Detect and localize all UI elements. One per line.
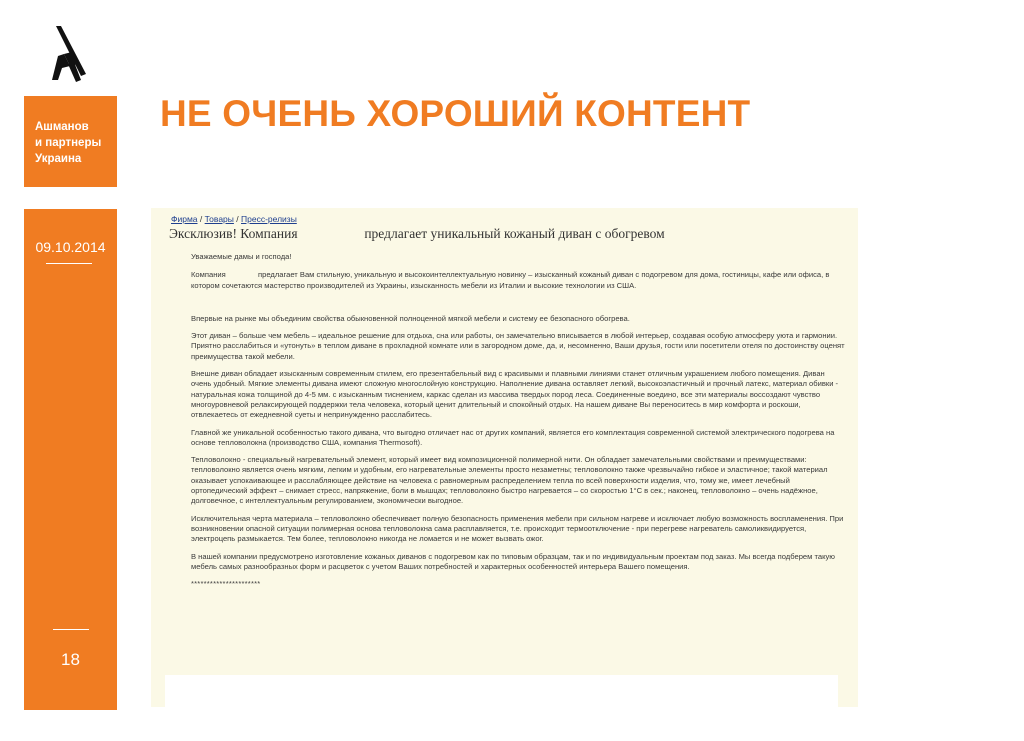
article-stars-divider: ********************** [191, 579, 261, 589]
date-divider [46, 263, 92, 264]
slide-date: 09.10.2014 [35, 239, 106, 255]
redacted-company-name [301, 228, 361, 241]
page-number: 18 [61, 650, 80, 669]
brand-line-2: и партнеры [35, 137, 102, 149]
brand-line-1: Ашманов [35, 121, 89, 133]
brand-box [24, 96, 117, 187]
breadcrumb-separator: / [199, 214, 203, 224]
article-paragraph-2: Впервые на рынке мы объединим свойства обыкновенной полноценной мягкой мебели и систему ее безопасного обогрева. [191, 313, 630, 323]
headline-start: Эксклюзив! Компания [169, 226, 298, 241]
breadcrumb-link-products[interactable]: Товары [204, 214, 234, 224]
arrow-a-logo-icon [48, 24, 92, 84]
article-greeting: Уважаемые дамы и господа! [191, 252, 292, 261]
website-screenshot [151, 208, 858, 707]
side-bar [24, 209, 117, 710]
slide-title: НЕ ОЧЕНЬ ХОРОШИЙ КОНТЕНТ [160, 93, 751, 134]
breadcrumb-link-firm[interactable]: Фирма [171, 214, 198, 224]
article-paragraph-1 [191, 270, 846, 291]
headline-end: предлагает уникальный кожаный диван с обогревом [364, 226, 665, 241]
article-paragraph-4: Внешне диван обладает изысканным современным стилем, его презентабельный вид с красивыми и плавными линиями станет отличным украшением любого помещения. Диван очень удобный. Мягкие элементы дивана имеют сложную многослойную конструкцию. Наполнение дивана оставляет легкий, высокоэластичный и прочный латекс, материал обивки - натуральная кожа толщиной до 4-5 мм. с изысканным тиснением, каркас сделан из массива твердых пород леса. Соединенные воедино, все эти материалы воссоздают чувство многоуровневой релаксирующей поддержки тела человека, который ценит длительный и спокойный отдых. На нашем диване Вы переноситесь в мир комфорта и роскоши, отвлекаетесь от ежедневной суеты и непринужденно расслабитесь. [191, 369, 839, 420]
article-paragraph-6: Тепловолокно - специальный нагревательный элемент, который имеет вид композиционной полимерной нити. Он обладает замечательными свойствами и преимуществами: тепловолокно является очень мягким, легким и удобным, его нагревательные элементы просто незаметны; тепловолокно также чрезвычайно гибкое и эластичное; такой материал оказывает успокаивающее и расслабляющее действие на человека с равномерным распределением тепла по всей поверхности изделия, что, тому же, имеет лечебный ортопедический эффект – снимает стресс, напряжение, боли в мышцах; тепловолокно быстро нагревается – со скоростью 1°С в сек.; наконец, тепловолокно – очень надёжное, долговечное, с интеллектуальным регулированием, экономически выгодное. [191, 455, 828, 506]
article-paragraph-3: Этот диван – больше чем мебель – идеальное решение для отдыха, сна или работы, он замечательно вписывается в любой интерьер, создавая особую атмосферу уюта и гармонии. Приятно расслабиться и «утонуть» в теплом диване в прохладной комнате или в загородном доме, да, и, несомненно, Ваши друзья, гости или посетители отеля по достоинству оценят преимущества такой мебели. [191, 331, 845, 361]
article-paragraph-8: В нашей компании предусмотрено изготовление кожаных диванов с подогревом как по типовым образцам, так и по индивидуальным проектам под заказ. Мы всегда подберем такую мебель самых разнообразных форм и расцветок с учетом Ваших потребностей и характерных особенностей интерьера Вашего помещения. [191, 551, 836, 571]
breadcrumb-separator: / [236, 214, 239, 224]
p1-start: Компания [191, 270, 226, 280]
page-divider [53, 629, 89, 630]
article-body [191, 252, 846, 589]
article-headline [169, 226, 665, 242]
bottom-white-panel [165, 675, 838, 707]
logo [48, 24, 92, 84]
article-paragraph-7: Исключительная черта материала – тепловолокно обеспечивает полную безопасность применения мебели при сильном нагреве и исключает любую возможность воспламенения. При возникновении опасной ситуации полимерная основа тепловолокна сама расплавляется, т.е. происходит термоотключение - при перегреве нагреватель самоликвидируется, электроцепь размыкается. Тем более, тепловолокно никогда не ломается и не может вызвать ожог. [191, 513, 844, 544]
p1-end: предлагает Вам стильную, уникальную и высокоинтеллектуальную новинку – изысканный кожаный диван с подогревом для дома, гостиницы, кафе или офиса, в котором сочетаются мастерство производителей из Украины, изысканность мебели из Италии и высокие технологии из США. [191, 270, 830, 290]
brand-name [35, 119, 101, 167]
brand-line-3: Украина [35, 153, 82, 165]
redacted-company-name-small [228, 271, 256, 279]
breadcrumb [171, 214, 297, 224]
article-paragraph-5: Главной же уникальной особенностью такого дивана, что выгодно отличает нас от других компаний, является его комплектация современной системой электрического подогрева на основе тепловолокна (производство США, компания Thermosoft). [191, 427, 835, 447]
breadcrumb-link-press-releases[interactable]: Пресс-релизы [241, 214, 297, 224]
